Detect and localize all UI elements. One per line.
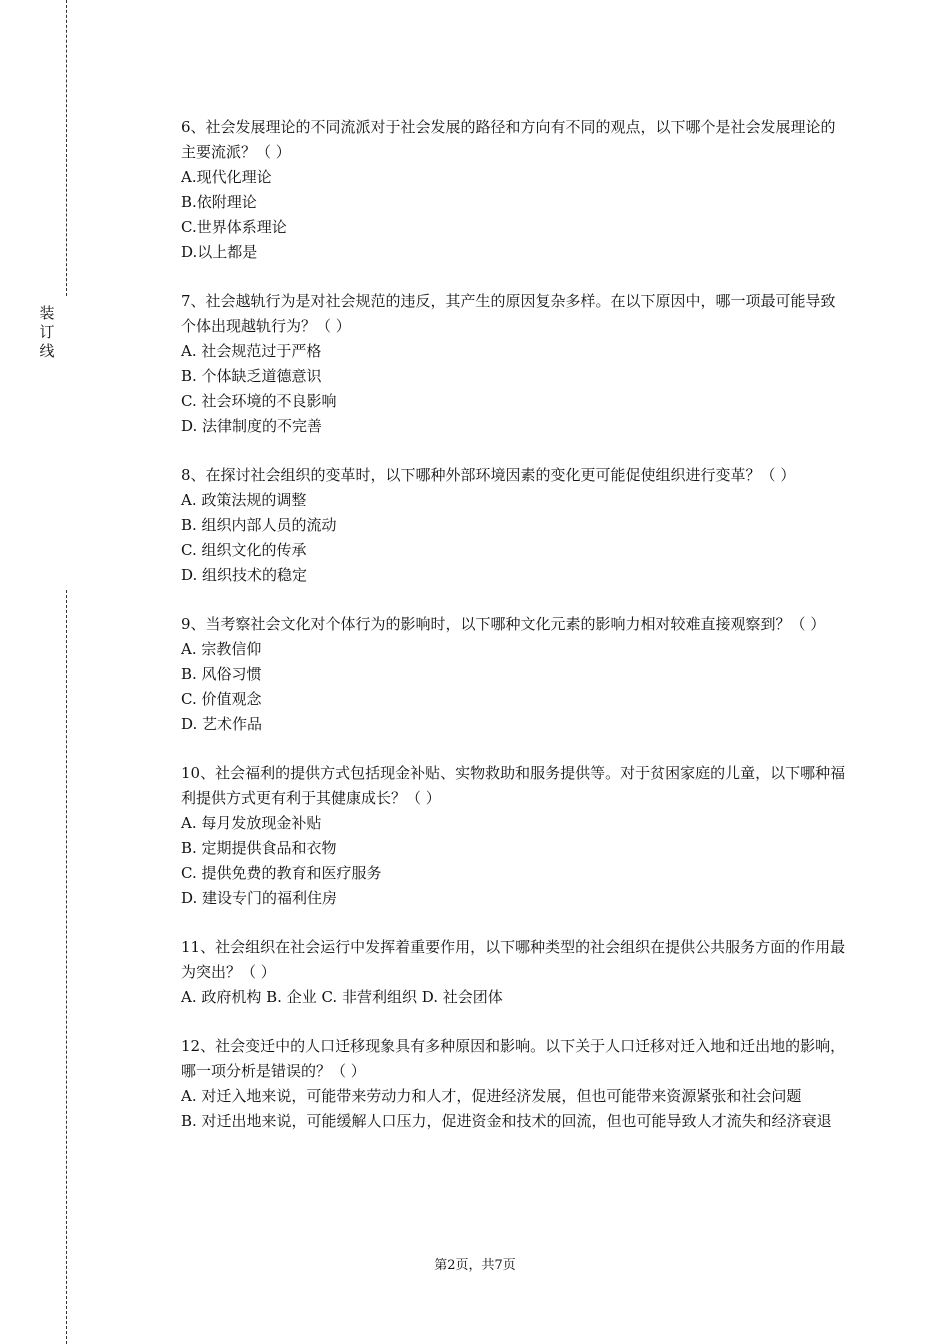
question-stem: 12、社会变迁中的人口迁移现象具有多种原因和影响。以下关于人口迁移对迁入地和迁出地的影响，哪一项分析是错误的？（ ） [181,1037,846,1080]
question-stem: 8、在探讨社会组织的变革时，以下哪种外部环境因素的变化更可能促使组织进行变革？（ ） [181,466,796,484]
question-option: B. 风俗习惯 [181,665,262,683]
question-option: B. 个体缺乏道德意识 [181,367,322,385]
binding-line-top [66,0,67,296]
question-stem: 10、社会福利的提供方式包括现金补贴、实物救助和服务提供等。对于贫困家庭的儿童，以下哪种福利提供方式更有利于其健康成长？（ ） [181,764,846,807]
question-option: B. 组织内部人员的流动 [181,516,337,534]
question-option: D. 建设专门的福利住房 [181,889,338,907]
question-stem: 9、当考察社会文化对个体行为的影响时，以下哪种文化元素的影响力相对较难直接观察到？（ ） [181,615,826,633]
question-option: A. 宗教信仰 [181,640,262,658]
binding-line-bottom [66,590,67,1344]
question-11 [181,935,849,1010]
question-6 [181,115,849,265]
binding-label-char: 装 [39,304,55,322]
question-7 [181,289,849,439]
question-option: D. 艺术作品 [181,715,263,733]
question-option: D.以上都是 [181,243,258,261]
page-footer: 第2页，共7页 [434,1258,516,1273]
question-stem: 7、社会越轨行为是对社会规范的违反，其产生的原因复杂多样。在以下原因中，哪一项最可能导致个体出现越轨行为？（ ） [181,292,836,335]
question-option: C. 组织文化的传承 [181,541,307,559]
question-option: A.现代化理论 [181,168,272,186]
binding-label [37,304,57,361]
question-option: A. 政府机构 B. 企业 C. 非营利组织 D. 社会团体 [181,988,503,1006]
question-8 [181,463,849,588]
question-option: C.世界体系理论 [181,218,287,236]
binding-label-char: 订 [39,323,55,341]
question-option: B.依附理论 [181,193,257,211]
question-option: C. 社会环境的不良影响 [181,392,337,410]
question-option: B. 对迁出地来说，可能缓解人口压力，促进资金和技术的回流，但也可能导致人才流失和经济衰退 [181,1112,832,1130]
question-stem: 11、社会组织在社会运行中发挥着重要作用，以下哪种类型的社会组织在提供公共服务方面的作用最为突出？（ ） [181,938,846,981]
question-option: C. 提供免费的教育和医疗服务 [181,864,382,882]
question-option: B. 定期提供食品和衣物 [181,839,337,857]
binding-label-char: 线 [39,342,55,360]
question-stem: 6、社会发展理论的不同流派对于社会发展的路径和方向有不同的观点，以下哪个是社会发展理论的主要流派？（ ） [181,118,836,161]
question-option: A. 政策法规的调整 [181,491,307,509]
question-list [181,115,849,1158]
question-option: C. 价值观念 [181,690,262,708]
question-10 [181,761,849,911]
question-option: A. 每月发放现金补贴 [181,814,322,832]
question-12 [181,1034,849,1134]
question-option: A. 对迁入地来说，可能带来劳动力和人才，促进经济发展，但也可能带来资源紧张和社会问题 [181,1087,802,1105]
question-option: D. 法律制度的不完善 [181,417,323,435]
question-option: D. 组织技术的稳定 [181,566,308,584]
question-9 [181,612,849,737]
question-option: A. 社会规范过于严格 [181,342,322,360]
